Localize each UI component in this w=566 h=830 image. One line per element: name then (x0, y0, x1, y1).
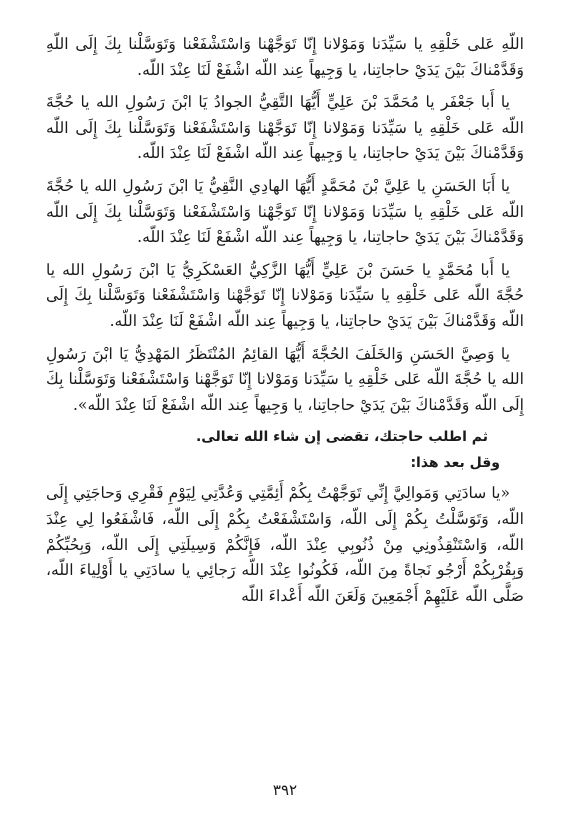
prayer-paragraph-abu-jafar: يا أَبا جَعْفَر يا مُحَمَّدَ بْنَ عَلِيٍّ أَيُّهَا التَّقِيُّ الجوادُ يَا ابْنَ رَسُولِ الله يا حُجَّةَ اللّه عَلى خَلْقِهِ يا سَيِّدَنا وَمَوْلانا إِنّا تَوَجَّهْنا وَاسْتَشْفَعْنا وَتَوَسَّلْنا بِكَ إِلَى اللّه وَقَدَّمْناكَ بَيْنَ يَدَيْ حاجاتِنا، يا وَجِيهاً عِند اللّه اشْفَعْ لَنَا عِنْدَ اللّه. (46, 93, 524, 163)
book-page (46, 32, 524, 822)
prayer-paragraph-wasi-al-hasan: يا وَصِيَّ الحَسَنِ وَالخَلَفَ الحُجَّةَ أَيُّهَا القائِمُ المُنْتَظَرُ المَهْدِيُّ يَا ابْنَ رَسُولِ الله يا حُجَّةَ اللّه عَلى خَلْقِهِ يا سَيِّدَنا وَمَوْلانا إِنّا تَوَجَّهْنا وَاسْتَشْفَعْنا وَتَوَسَّلْنا بِكَ إِلَى اللّه وَقَدَّمْناكَ بَيْنَ يَدَيْ حاجاتِنا، يا وَجِيهاً عِند اللّه اشْفَعْ لَنَا عِنْدَ اللّه». (46, 344, 524, 414)
prayer-paragraph-continuation: اللّهِ عَلى خَلْقِهِ يا سَيِّدَنا وَمَوْلانا إِنّا تَوَجَّهْنا وَاسْتَشْفَعْنا وَتَوَسَّلْنا بِكَ إِلَى اللّهِ وَقَدَّمْناكَ بَيْنَ يَدَيْ حاجاتِنا، يا وَجِيهاً عِند اللّه اشْفَعْ لَنَا عِنْدَ اللّه. (46, 35, 524, 79)
prayer-paragraph-abu-al-hasan: يا أَبَا الحَسَنِ يا عَلِيَّ بْنَ مُحَمَّدٍ أَيُّهَا الهادِي النَّقِيُّ يَا ابْنَ رَسُولِ الله يا حُجَّةَ اللّه عَلى خَلْقِهِ يا سَيِّدَنا وَمَوْلانا إِنّا تَوَجَّهْنا وَاسْتَشْفَعْنا وَتَوَسَّلْنا بِكَ إِلَى اللّه وَقَدَّمْناكَ بَيْنَ يَدَيْ حاجاتِنا، يا وَجِيهاً عِند اللّه اشْفَعْ لَنَا عِنْدَ اللّه. (46, 176, 524, 247)
instruction-then-say: وقل بعد هذا: (410, 455, 500, 472)
instruction-request-need: ثم اطلب حاجتك، تقضى إن شاء الله تعالى. (195, 429, 488, 446)
prayer-paragraph-closing: «يا سادَتِي وَمَوالِيَّ إِنِّي تَوَجَّهْتُ بِكُمْ أَئِمَّتِي وَعُدَّتِي لِيَوْمِ فَقْرِي وَحاجَتِي إِلَى اللّه، وَتَوَسَّلْتُ بِكُمْ إِلَى اللّه، وَاسْتَشْفَعْتُ بِكُمْ إِلَى اللّه، فَاشْفَعُوا لِي عِنْدَ اللّه، وَاسْتَنْقِذُونِي مِنْ ذُنُوبِي عِنْدَ اللّه، فَإِنَّكُمْ وَسِيلَتِي إِلَى اللّه، وَبِحُبِّكُمْ وَبِقُرْبِكُمْ أَرْجُو نَجاةً مِنَ اللّه، فَكُونُوا عِنْدَ اللّه رَجائِي يا سادَتِي يا أَوْلِياءَ اللّه، صَلَّى اللّه عَلَيْهِمْ أَجْمَعِينَ وَلَعَنَ اللّه أَعْداءَ اللّه (46, 484, 524, 605)
page-number: ٣٩٢ (272, 781, 298, 799)
prayer-paragraph-abu-muhammad: يا أَبا مُحَمَّدٍ يا حَسَنَ بْنَ عَلِيٍّ أَيُّهَا الزَّكِيُّ العَسْكَرِيُّ يَا ابْنَ رَسُولِ الله يا حُجَّةَ اللّه عَلى خَلْقِهِ يا سَيِّدَنا وَمَوْلانا إِنّا تَوَجَّهْنا وَاسْتَشْفَعْنا وَتَوَسَّلْنا بِكَ إِلَى اللّه وَقَدَّمْناكَ بَيْنَ يَدَيْ حاجاتِنا، يا وَجِيهاً عِند اللّه اشْفَعْ لَنَا عِنْدَ اللّه. (46, 260, 524, 330)
